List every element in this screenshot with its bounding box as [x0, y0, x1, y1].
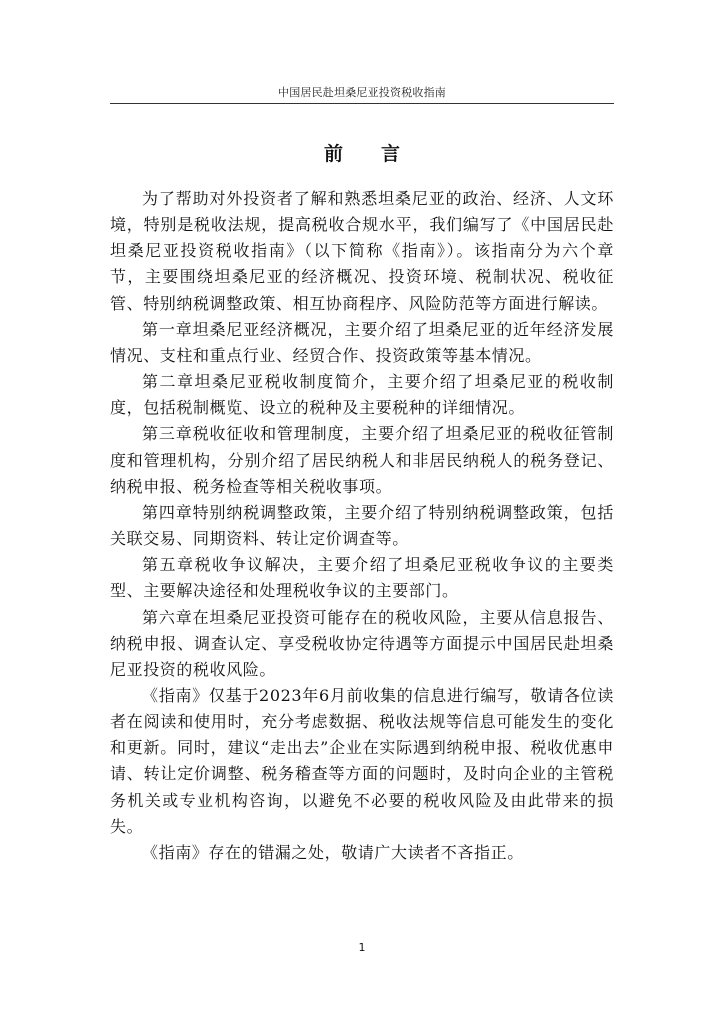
- paragraph-disclaimer: 《指南》仅基于2023年6月前收集的信息进行编写，敬请各位读者在阅读和使用时，充分考虑数据、税收法规等信息可能发生的变化和更新。同时，建议“走出去”企业在实际遇到纳税申报、税收优惠申请、转让定价调整、税务稽查等方面的问题时，及时向企业的主管税务机关或专业机构咨询，以避免不必要的税收风险及由此带来的损失。: [110, 685, 614, 836]
- running-header: 中国居民赴坦桑尼亚投资税收指南: [278, 86, 446, 99]
- page-title: 前言: [323, 143, 438, 165]
- paragraph-chapter-6: 第六章在坦桑尼亚投资可能存在的税收风险，主要从信息报告、纳税申报、调查认定、享受税收协定待遇等方面提示中国居民赴坦桑尼亚投资的税收风险。: [110, 607, 614, 679]
- page-number: 1: [358, 941, 366, 954]
- paragraph-chapter-5: 第五章税收争议解决，主要介绍了坦桑尼亚税收争议的主要类型、主要解决途径和处理税收争议的主要部门。: [110, 555, 614, 601]
- paragraph-chapter-1: 第一章坦桑尼亚经济概况，主要介绍了坦桑尼亚的近年经济发展情况、支柱和重点行业、经贸合作、投资政策等基本情况。: [110, 319, 614, 365]
- paragraph-chapter-2: 第二章坦桑尼亚税收制度简介，主要介绍了坦桑尼亚的税收制度，包括税制概览、设立的税种及主要税种的详细情况。: [110, 372, 614, 418]
- paragraph-closing: 《指南》存在的错漏之处，敬请广大读者不吝指正。: [142, 842, 524, 862]
- paragraph-intro: 为了帮助对外投资者了解和熟悉坦桑尼亚的政治、经济、人文环境，特别是税收法规，提高税收合规水平，我们编写了《中国居民赴坦桑尼亚投资税收指南》（以下简称《指南》）。该指南分为六个章节，主要围绕坦桑尼亚的经济概况、投资环境、税制状况、税收征管、特别纳税调整政策、相互协商程序、风险防范等方面进行解读。: [110, 189, 614, 313]
- preface-body: [110, 186, 614, 866]
- paragraph-chapter-4: 第四章特别纳税调整政策，主要介绍了特别纳税调整政策，包括关联交易、同期资料、转让定价调查等。: [110, 502, 614, 549]
- header-divider: [110, 103, 614, 104]
- paragraph-chapter-3: 第三章税收征收和管理制度，主要介绍了坦桑尼亚的税收征管制度和管理机构，分别介绍了居民纳税人和非居民纳税人的税务登记、纳税申报、税务检查等相关税收事项。: [110, 424, 614, 496]
